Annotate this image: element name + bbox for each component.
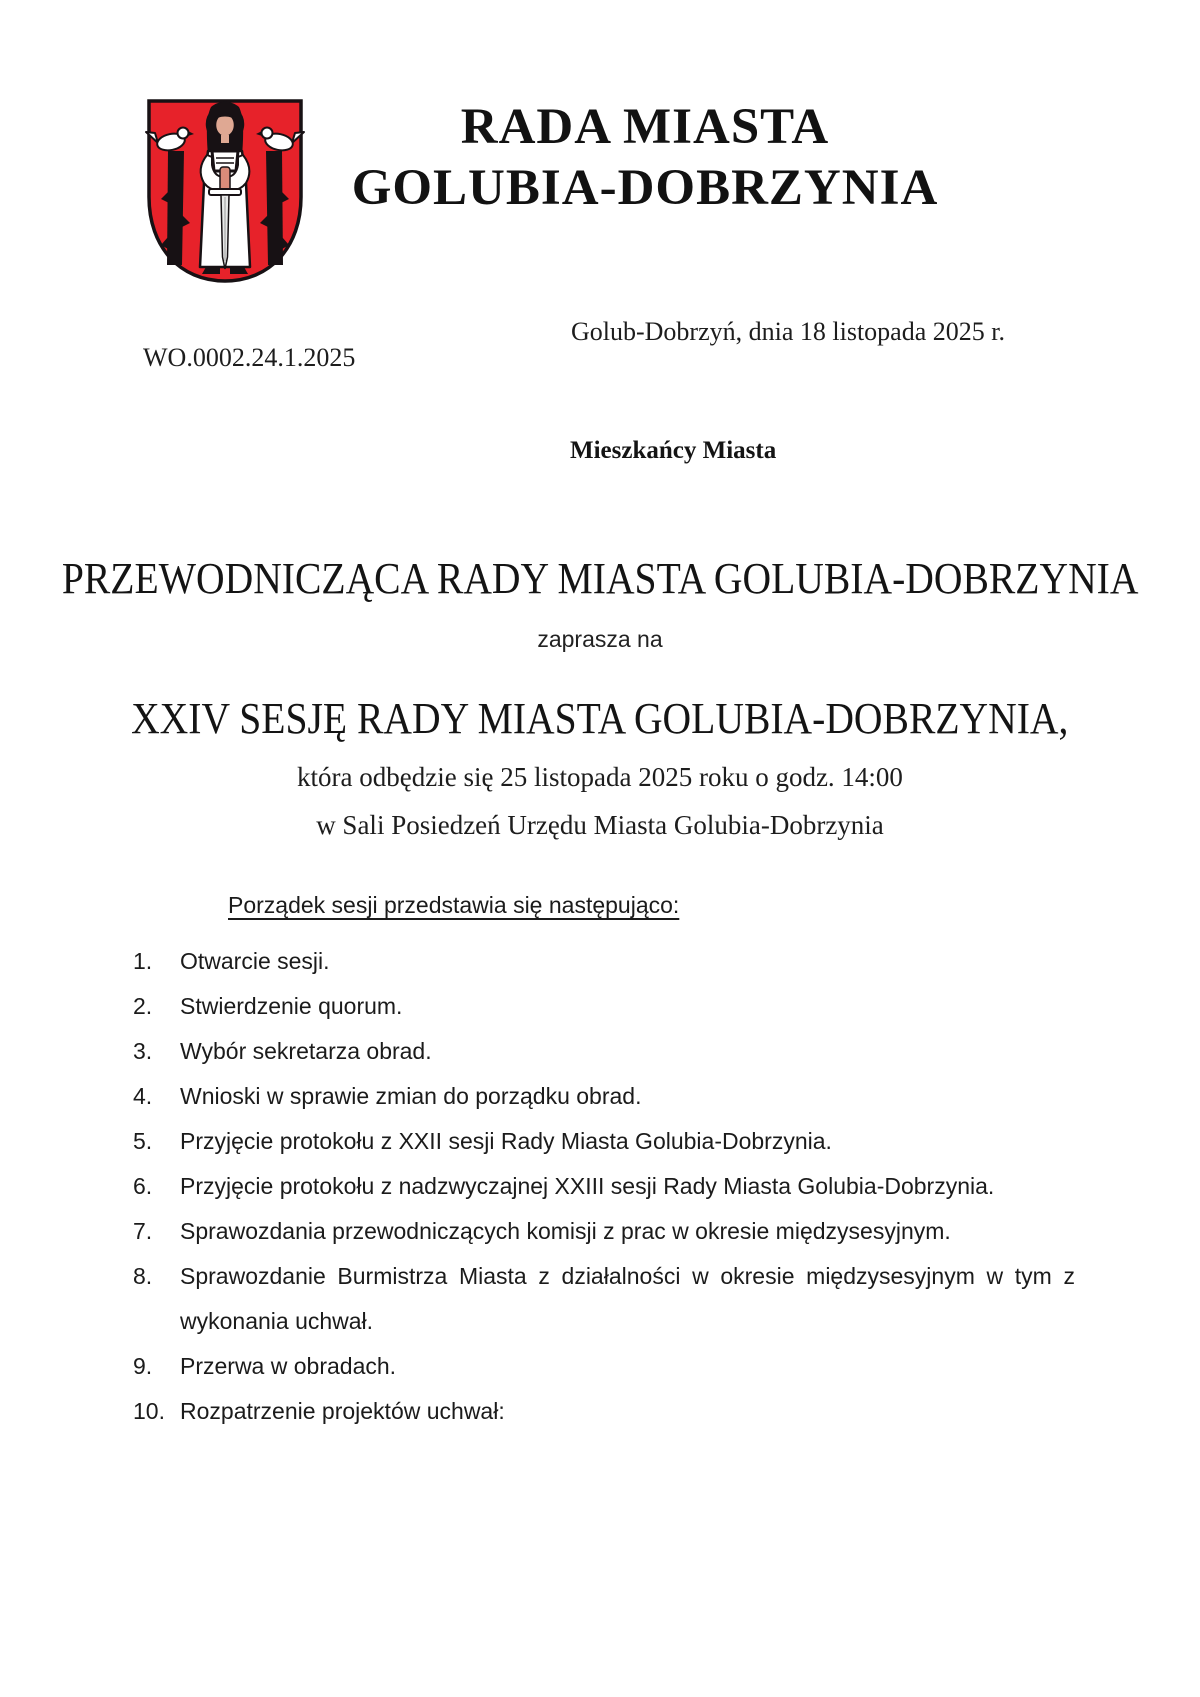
place-and-date: Golub-Dobrzyń, dnia 18 listopada 2025 r. [571,317,1005,346]
agenda-item-text: Sprawozdania przewodniczących komisji z prac w okresie międzysesyjnym. [180,1218,951,1244]
document-title-line2: GOLUBIA-DOBRZYNIA [351,160,939,216]
chairwoman-heading-text: PRZEWODNICZĄCA RADY MIASTA GOLUBIA-DOBRZYNIA [61,554,1139,603]
agenda-item [133,1029,1075,1074]
invites-line: zaprasza na [537,626,663,652]
agenda-item-number: 4. [133,1083,153,1109]
agenda-item-number: 6. [133,1173,153,1199]
session-title-text: XXIV SESJĘ RADY MIASTA GOLUBIA-DOBRZYNIA, [131,694,1069,743]
session-datetime: która odbędzie się 25 listopada 2025 roku o godz. 14:00 [297,762,903,792]
agenda-intro: Porządek sesji przedstawia się następująco: [228,892,680,918]
document-title [320,97,970,219]
agenda-item-number: 9. [133,1353,153,1379]
chairwoman-heading [0,556,1200,602]
reference-number: WO.0002.24.1.2025 [143,343,356,372]
agenda-item-number: 5. [133,1128,153,1154]
agenda-item-text: Stwierdzenie quorum. [180,993,403,1019]
session-title [0,696,1200,742]
agenda-item-text: Wnioski w sprawie zmian do porządku obrad. [180,1083,642,1109]
agenda-item-number: 3. [133,1038,153,1064]
agenda-item-number: 10. [133,1398,165,1424]
agenda-item [133,1164,1075,1209]
agenda-item-text: Sprawozdanie Burmistrza Miasta z działalności w okresie międzysesyjnym w tym z wykonania uchwał. [180,1263,1075,1334]
agenda-item [133,1074,1075,1119]
coat-of-arms [142,95,308,287]
agenda-item-number: 1. [133,948,153,974]
agenda-item-text: Otwarcie sesji. [180,948,330,974]
agenda-list [133,939,1075,1434]
agenda-item-text: Rozpatrzenie projektów uchwał: [180,1398,505,1424]
agenda-item-text: Przerwa w obradach. [180,1353,397,1379]
agenda-item-number: 8. [133,1263,153,1289]
agenda-item [133,984,1075,1029]
agenda-item [133,1119,1075,1164]
session-place: w Sali Posiedzeń Urzędu Miasta Golubia-Dobrzynia [316,810,884,840]
agenda-item [133,1209,1075,1254]
agenda-item [133,939,1075,984]
agenda-item-text: Wybór sekretarza obrad. [180,1038,432,1064]
agenda-item-text: Przyjęcie protokołu z nadzwyczajnej XXIII sesji Rady Miasta Golubia-Dobrzynia. [180,1173,995,1199]
agenda-item-text: Przyjęcie protokołu z XXII sesji Rady Miasta Golubia-Dobrzynia. [180,1128,832,1154]
agenda-item [133,1389,1075,1434]
addressee: Mieszkańcy Miasta [570,437,777,464]
document-title-line1: RADA MIASTA [460,99,830,155]
coat-of-arms-icon [142,95,308,287]
agenda-item-number: 7. [133,1218,153,1244]
agenda-item [133,1344,1075,1389]
agenda-item-number: 2. [133,993,153,1019]
agenda-item [133,1254,1075,1344]
